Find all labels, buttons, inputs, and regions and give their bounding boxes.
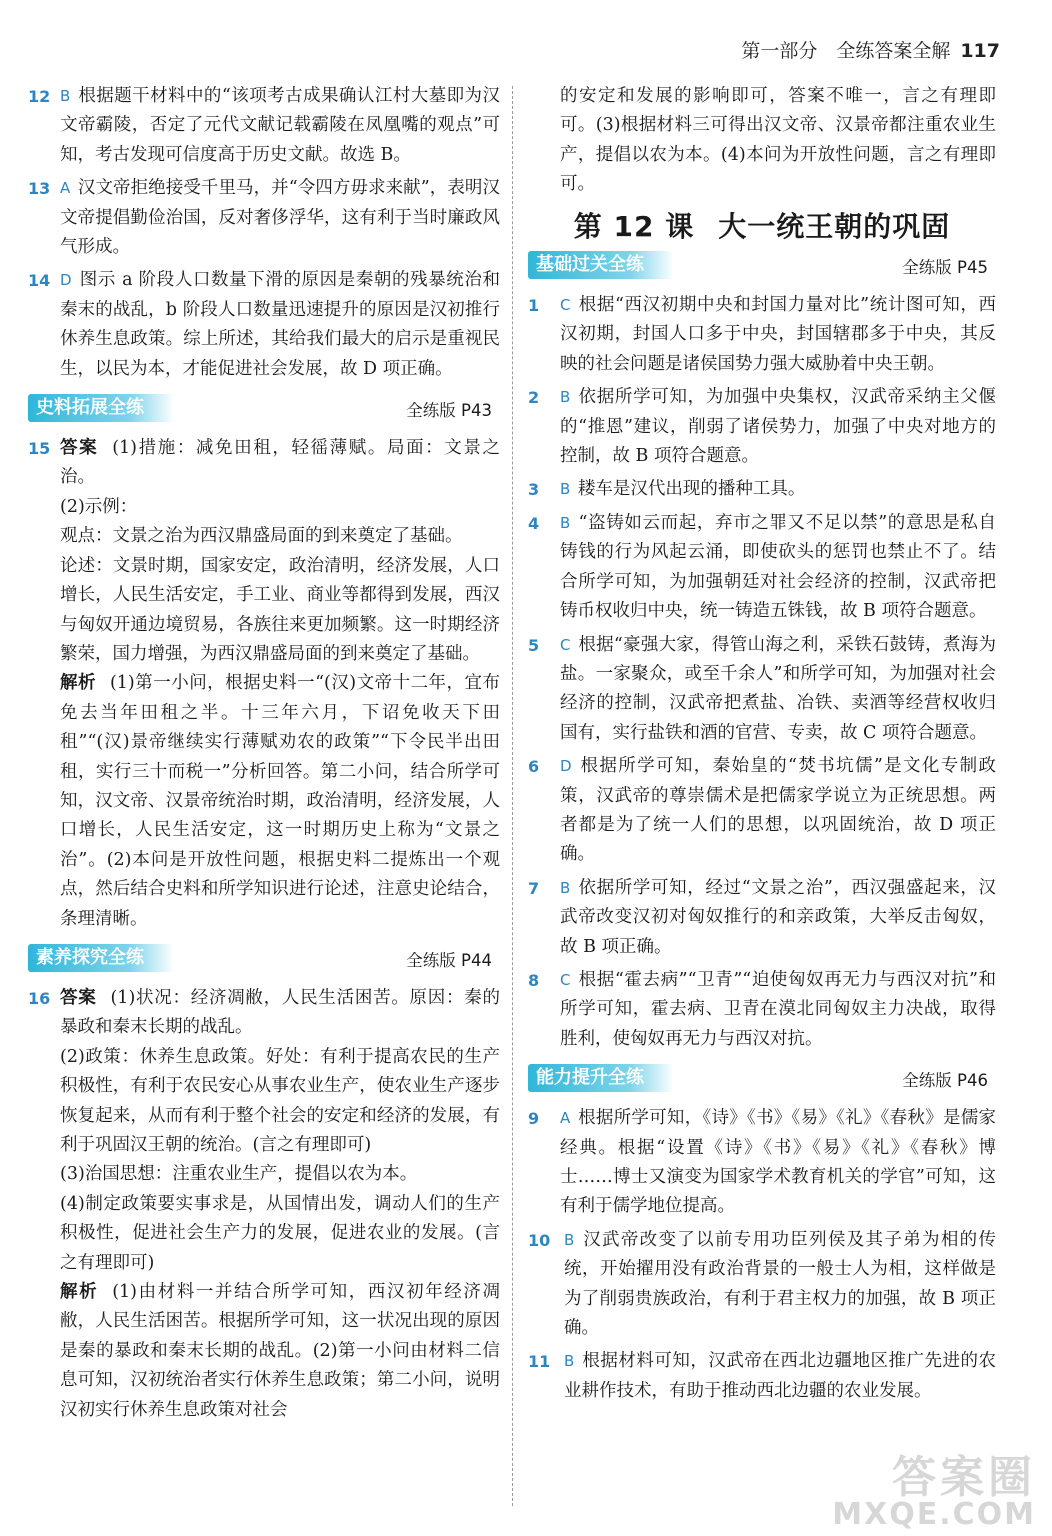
answer-item-12 xyxy=(28,82,500,170)
answer-letter: C xyxy=(560,296,571,315)
section-page-ref: 全练版 P46 xyxy=(902,1071,988,1091)
answer-label: 答案 xyxy=(60,987,97,1008)
answer-item-7 xyxy=(528,874,996,962)
answer-part: (4)制定政策要实事求是，从国情出发，调动人们的生产积极性，促进社会生产力的发展，促进农业的发展。(言之有理即可) xyxy=(60,1193,500,1273)
answer-item-15 xyxy=(28,434,500,934)
answer-item-9 xyxy=(528,1104,996,1222)
watermark xyxy=(832,1452,1036,1532)
answer-text: 根据“西汉初期中央和封国力量对比”统计图可知，西汉初期，封国人口多于中央，封国辖郡多于中央，其反映的社会问题是诸侯国势力强大威胁着中央王朝。 xyxy=(560,295,996,374)
answer-item-3 xyxy=(528,475,996,504)
answer-item-13 xyxy=(28,174,500,262)
answer-letter: B xyxy=(60,87,71,105)
question-number: 9 xyxy=(528,1109,540,1129)
page-header xyxy=(741,36,1000,63)
section-heading xyxy=(28,394,500,424)
page-number: 117 xyxy=(960,40,1000,62)
header-part: 第一部分 全练答案全解 xyxy=(741,40,951,62)
answer-part: 论述：文景时期，国家安定，政治清明，经济发展，人口增长，人民生活安定，手工业、商业等都得到发展，西汉与匈奴开通边境贸易，各族往来更加频繁。这一时期经济繁荣，国力增强，为西汉鼎盛局面的到来奠定了基础。 xyxy=(60,555,500,664)
column-divider xyxy=(512,86,513,1506)
question-number: 10 xyxy=(528,1230,551,1250)
continued-text: 的安定和发展的影响即可，答案不唯一，言之有理即可。(3)根据材料三可得出汉文帝、汉景帝都注重农业生产，提倡以农为本。(4)本问为开放性问题，言之有理即可。 xyxy=(560,86,996,195)
answer-text: 根据题干材料中的“该项考古成果确认江村大墓即为汉文帝霸陵，否定了元代文献记载霸陵在凤凰嘴的观点”可知，考古发现可信度高于历史文献。故选 B。 xyxy=(60,86,500,165)
answer-text: 图示 a 阶段人口数量下滑的原因是秦朝的残暴统治和秦末的战乱，b 阶段人口数量迅速提升的原因是汉初推行休养生息政策。综上所述，其给我们最大的启示是重视民生，以民为本，才能促进社会发展，故 D 项正确。 xyxy=(60,270,500,379)
question-number: 8 xyxy=(528,970,540,990)
answer-text: 根据所学可知，《诗》《书》《易》《礼》《春秋》是儒家经典。根据“设置《诗》《书》《易》《礼》《春秋》博士……博士又演变为国家学术教育机关的学官”可知，这有利于儒学地位提高。 xyxy=(560,1108,996,1217)
answer-letter: B xyxy=(564,1230,575,1249)
answer-label: 答案 xyxy=(60,438,99,459)
answer-text: “盗铸如云而起，弃市之罪又不足以禁”的意思是私自铸钱的行为风起云涌，即使砍头的惩罚也禁止不了。结合所学可知，为加强朝廷对社会经济的控制，汉武帝把铸币权收归中央，统一铸造五铢钱，故 B 项符合题意。 xyxy=(560,512,996,622)
section-banner: 素养探究全练 xyxy=(28,944,174,972)
answer-item-6 xyxy=(528,752,996,870)
answer-text: 汉文帝拒绝接受千里马，并“令四方毋求来献”，表明汉文帝提倡勤俭治国，反对奢侈浮华，这有利于当时廉政风气形成。 xyxy=(60,178,500,258)
answer-letter: D xyxy=(60,271,72,290)
answer-item-14 xyxy=(28,266,500,384)
question-number: 1 xyxy=(528,296,540,316)
question-number: 3 xyxy=(528,480,540,500)
question-number: 12 xyxy=(28,87,51,106)
question-number: 14 xyxy=(28,271,51,291)
answer-item-1 xyxy=(528,291,996,379)
section-banner: 基础过关全练 xyxy=(528,251,674,279)
watermark-logo: 答案圈 xyxy=(892,1452,1036,1503)
right-column xyxy=(528,82,996,1410)
answer-item-10 xyxy=(528,1226,996,1344)
answer-letter: B xyxy=(560,878,571,897)
answer-letter: B xyxy=(564,1352,575,1371)
answer-item-16 xyxy=(28,984,500,1425)
answer-text: 根据“豪强大家，得管山海之利，采铁石鼓铸，煮海为盐。一家聚众，或至千余人”和所学可知，为加强对社会经济的控制，汉武帝把煮盐、冶铁、卖酒等经营权收归国有，实行盐铁和酒的官营、专卖，故 C 项符合题意。 xyxy=(560,634,996,743)
answer-letter: A xyxy=(560,1109,571,1128)
answer-letter: B xyxy=(560,388,571,407)
answer-part: (1)状况：经济凋敝，人民生活困苦。原因：秦的暴政和秦末长期的战乱。 xyxy=(60,987,501,1038)
analysis-text: (1)由材料一并结合所学可知，西汉初年经济凋敝，人民生活困苦。根据所学可知，这一状况出现的原因是秦的暴政和秦末长期的战乱。(2)第一小问由材料二信息可知，汉初统治者实行休养生息政策；第二小问，说明汉初实行休养生息政策对社会 xyxy=(60,1282,500,1420)
section-page-ref: 全练版 P43 xyxy=(406,401,492,421)
answer-text: 依据所学可知，经过“文景之治”，西汉强盛起来，汉武帝改变汉初对匈奴推行的和亲政策，大举反击匈奴，故 B 项正确。 xyxy=(560,877,996,957)
answer-item-5 xyxy=(528,631,996,749)
analysis-label: 解析 xyxy=(60,1282,99,1303)
answer-text: 依据所学可知，为加强中央集权，汉武帝采纳主父偃的“推恩”建议，削弱了诸侯势力，加强了中央对地方的控制，故 B 项符合题意。 xyxy=(560,387,996,467)
question-number: 13 xyxy=(28,179,51,199)
answer-text: 根据材料可知，汉武帝在西北边疆地区推广先进的农业耕作技术，有助于推动西北边疆的农业发展。 xyxy=(564,1351,996,1401)
answer-item-11 xyxy=(528,1347,996,1406)
question-number: 7 xyxy=(528,878,540,898)
question-number: 2 xyxy=(528,388,540,408)
answer-item-4 xyxy=(528,509,996,627)
answer-part: (1)措施：减免田租，轻徭薄赋。局面：文景之治。 xyxy=(60,438,500,488)
watermark-url: MXQE.COM xyxy=(832,1497,1036,1532)
answer-part: (2)示例： xyxy=(60,496,138,517)
answer-part: (3)治国思想：注重农业生产，提倡以农为本。 xyxy=(60,1164,418,1185)
answer-text: 耧车是汉代出现的播种工具。 xyxy=(577,479,806,500)
answer-letter: D xyxy=(560,757,572,776)
question-number: 5 xyxy=(528,635,540,655)
section-banner: 史料拓展全练 xyxy=(28,394,174,422)
answer-text: 根据所学可知，秦始皇的“焚书坑儒”是文化专制政策，汉武帝的尊崇儒术是把儒家学说立为正统思想。两者都是为了统一人们的思想，以巩固统治，故 D 项正确。 xyxy=(560,756,996,865)
answer-letter: B xyxy=(560,513,571,532)
analysis-text: (1)第一小问，根据史料一“(汉)文帝十二年，宜布免去当年田租之半。十三年六月，下诏免收天下田租”“(汉)景帝继续实行薄赋劝农的政策”“下令民半出田租，实行三十而税一”分析回答。第二小问，结合所学可知，汉文帝、汉景帝统治时期，政治清明，经济发展，人口增长，人民生活安定，这一时期历史上称为“文景之治”。(2)本问是开放性问题，根据史料二提炼出一个观点，然后结合史料和所学知识进行论述，注意史论结合，条理清晰。 xyxy=(60,673,501,929)
left-column xyxy=(28,82,500,1429)
lesson-name: 大一统王朝的巩固 xyxy=(718,209,951,243)
question-number: 6 xyxy=(528,757,540,777)
answer-letter: C xyxy=(560,970,571,989)
question-number: 16 xyxy=(28,988,51,1008)
answer-part: 观点：文景之治为西汉鼎盛局面的到来奠定了基础。 xyxy=(60,526,463,547)
section-banner: 能力提升全练 xyxy=(528,1064,674,1092)
analysis-label: 解析 xyxy=(60,673,96,694)
answer-letter: C xyxy=(560,635,571,654)
question-number: 4 xyxy=(528,513,540,533)
answer-item-2 xyxy=(528,383,996,471)
section-page-ref: 全练版 P44 xyxy=(406,950,492,970)
answer-text: 根据“霍去病”“卫青”“迫使匈奴再无力与西汉对抗”和所学可知，霍去病、卫青在漠北同匈奴主力决战，取得胜利，使匈奴再无力与西汉对抗。 xyxy=(560,969,996,1049)
section-page-ref: 全练版 P45 xyxy=(902,258,988,278)
section-heading xyxy=(528,251,996,281)
answer-text: 汉武帝改变了以前专用功臣列侯及其子弟为相的传统，开始擢用没有政治背景的一般士人为相，这样做是为了削弱贵族政治，有利于君主权力的加强，故 B 项正确。 xyxy=(564,1229,996,1339)
question-number: 15 xyxy=(28,439,51,459)
lesson-title xyxy=(528,209,996,243)
question-number: 11 xyxy=(528,1352,551,1372)
lesson-number: 第 12 课 xyxy=(573,209,695,243)
answer-item-8 xyxy=(528,966,996,1054)
answer-letter: B xyxy=(560,480,571,499)
answer-letter: A xyxy=(60,179,71,198)
section-heading xyxy=(528,1064,996,1094)
section-heading xyxy=(28,944,500,974)
answer-part: (2)政策：休养生息政策。好处：有利于提高农民的生产积极性，有利于农民安心从事农业生产，使农业生产逐步恢复起来，从而有利于整个社会的安定和经济的发展，有利于巩固汉王朝的统治。(言之有理即可) xyxy=(60,1046,500,1155)
